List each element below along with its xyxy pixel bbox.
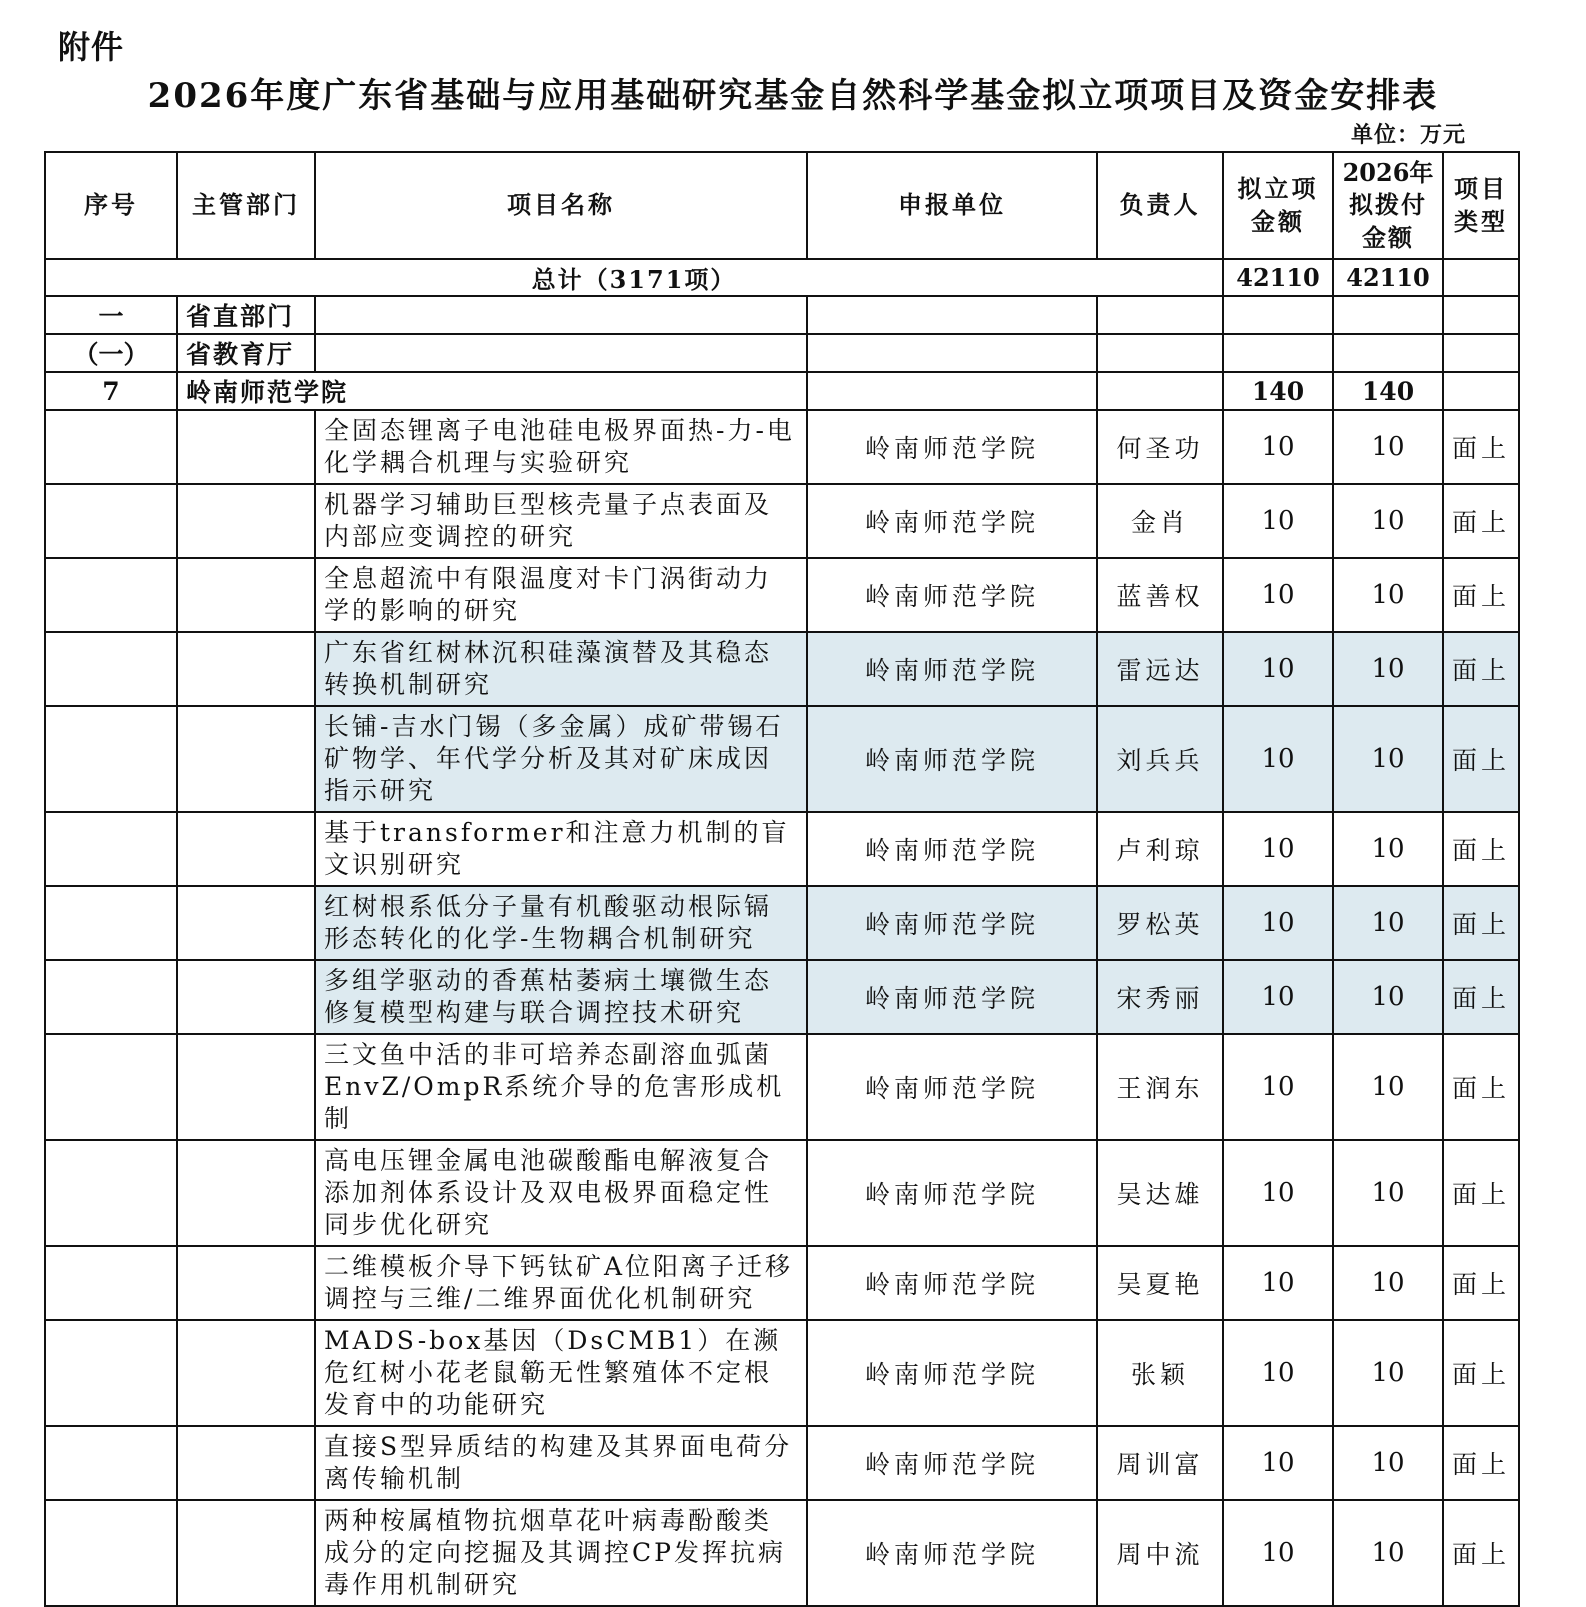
applicant-unit: 岭南师范学院: [807, 1320, 1097, 1426]
applicant-unit: 岭南师范学院: [807, 484, 1097, 558]
project-name: 全固态锂离子电池硅电极界面热-力-电化学耦合机理与实验研究: [315, 410, 807, 484]
project-leader: 吴达雄: [1097, 1140, 1223, 1246]
project-type: 面上: [1443, 1140, 1519, 1246]
dept-cell: [177, 484, 315, 558]
table-row: [45, 1500, 1519, 1606]
project-leader: 吴夏艳: [1097, 1246, 1223, 1320]
header-payment-line2: 拟拨付: [1349, 190, 1427, 220]
seq-cell: [45, 706, 177, 812]
empty-cell: [807, 372, 1097, 410]
header-dept: 主管部门: [177, 152, 315, 259]
project-payment: 10: [1333, 1426, 1443, 1500]
applicant-unit: 岭南师范学院: [807, 1500, 1097, 1606]
project-type: 面上: [1443, 558, 1519, 632]
header-amount-line2: 金额: [1251, 206, 1305, 236]
applicant-unit: 岭南师范学院: [807, 1246, 1097, 1320]
applicant-unit: 岭南师范学院: [807, 706, 1097, 812]
project-name: 机器学习辅助巨型核壳量子点表面及内部应变调控的研究: [315, 484, 807, 558]
header-amount: [1223, 152, 1333, 259]
empty-cell: [315, 334, 807, 372]
institution-row: [45, 372, 1519, 410]
group-seq: 一: [45, 296, 177, 334]
project-payment: 10: [1333, 1500, 1443, 1606]
seq-cell: [45, 410, 177, 484]
project-amount: 10: [1223, 1320, 1333, 1426]
institution-amount: 140: [1223, 372, 1333, 410]
dept-cell: [177, 706, 315, 812]
project-type: 面上: [1443, 886, 1519, 960]
header-type-line2: 类型: [1454, 206, 1508, 236]
dept-cell: [177, 1426, 315, 1500]
project-name: 多组学驱动的香蕉枯萎病土壤微生态修复模型构建与联合调控技术研究: [315, 960, 807, 1034]
funding-table: [44, 151, 1520, 1607]
empty-cell: [1443, 372, 1519, 410]
seq-cell: [45, 1034, 177, 1140]
header-project: 项目名称: [315, 152, 807, 259]
table-row: [45, 812, 1519, 886]
project-payment: 10: [1333, 558, 1443, 632]
project-type: 面上: [1443, 632, 1519, 706]
empty-cell: [315, 296, 807, 334]
project-payment: 10: [1333, 706, 1443, 812]
seq-cell: [45, 1246, 177, 1320]
institution-seq: 7: [45, 372, 177, 410]
table-row: [45, 558, 1519, 632]
unit-label: 单位：万元: [1350, 122, 1466, 148]
project-leader: 周中流: [1097, 1500, 1223, 1606]
project-amount: 10: [1223, 484, 1333, 558]
seq-cell: [45, 812, 177, 886]
project-name: 三文鱼中活的非可培养态副溶血弧菌EnvZ/OmpR系统介导的危害形成机制: [315, 1034, 807, 1140]
project-leader: 张颖: [1097, 1320, 1223, 1426]
empty-cell: [1333, 334, 1443, 372]
institution-payment: 140: [1333, 372, 1443, 410]
applicant-unit: 岭南师范学院: [807, 558, 1097, 632]
table-row: [45, 1140, 1519, 1246]
dept-cell: [177, 558, 315, 632]
project-type: 面上: [1443, 960, 1519, 1034]
project-leader: 卢利琼: [1097, 812, 1223, 886]
table-row: [45, 1426, 1519, 1500]
project-amount: 10: [1223, 632, 1333, 706]
dept-cell: [177, 1320, 315, 1426]
project-name: 基于transformer和注意力机制的盲文识别研究: [315, 812, 807, 886]
project-type: 面上: [1443, 706, 1519, 812]
applicant-unit: 岭南师范学院: [807, 1426, 1097, 1500]
empty-cell: [1333, 296, 1443, 334]
table-row: [45, 410, 1519, 484]
empty-cell: [807, 334, 1097, 372]
table-row: [45, 960, 1519, 1034]
project-name: 全息超流中有限温度对卡门涡街动力学的影响的研究: [315, 558, 807, 632]
project-payment: 10: [1333, 1320, 1443, 1426]
header-row: [45, 152, 1519, 259]
project-type: 面上: [1443, 812, 1519, 886]
group-name: 省直部门: [177, 296, 315, 334]
applicant-unit: 岭南师范学院: [807, 410, 1097, 484]
table-row: [45, 1246, 1519, 1320]
project-payment: 10: [1333, 1034, 1443, 1140]
empty-cell: [1097, 296, 1223, 334]
dept-cell: [177, 1500, 315, 1606]
project-amount: 10: [1223, 1426, 1333, 1500]
project-payment: 10: [1333, 1140, 1443, 1246]
empty-cell: [1097, 334, 1223, 372]
seq-cell: [45, 1140, 177, 1246]
project-amount: 10: [1223, 410, 1333, 484]
header-payment: [1333, 152, 1443, 259]
seq-cell: [45, 632, 177, 706]
project-name: MADS-box基因（DsCMB1）在濒危红树小花老鼠簕无性繁殖体不定根发育中的功能研究: [315, 1320, 807, 1426]
header-amount-line1: 拟立项: [1237, 174, 1319, 204]
table-row: [45, 706, 1519, 812]
project-amount: 10: [1223, 960, 1333, 1034]
project-type: 面上: [1443, 1426, 1519, 1500]
project-payment: 10: [1333, 484, 1443, 558]
project-leader: 宋秀丽: [1097, 960, 1223, 1034]
empty-cell: [1223, 296, 1333, 334]
project-amount: 10: [1223, 558, 1333, 632]
project-type: 面上: [1443, 484, 1519, 558]
project-type: 面上: [1443, 1246, 1519, 1320]
project-payment: 10: [1333, 632, 1443, 706]
seq-cell: [45, 484, 177, 558]
document-title: 2026年度广东省基础与应用基础研究基金自然科学基金拟立项项目及资金安排表: [147, 76, 1439, 116]
total-amount: 42110: [1223, 259, 1333, 296]
project-leader: 刘兵兵: [1097, 706, 1223, 812]
project-name: 高电压锂金属电池碳酸酯电解液复合添加剂体系设计及双电极界面稳定性同步优化研究: [315, 1140, 807, 1246]
seq-cell: [45, 886, 177, 960]
project-name: 直接S型异质结的构建及其界面电荷分离传输机制: [315, 1426, 807, 1500]
project-leader: 罗松英: [1097, 886, 1223, 960]
table-row: [45, 1034, 1519, 1140]
project-amount: 10: [1223, 706, 1333, 812]
empty-cell: [807, 296, 1097, 334]
project-leader: 何圣功: [1097, 410, 1223, 484]
header-type-line1: 项目: [1454, 174, 1508, 204]
dept-cell: [177, 410, 315, 484]
project-name: 红树根系低分子量有机酸驱动根际镉形态转化的化学-生物耦合机制研究: [315, 886, 807, 960]
table-row: [45, 886, 1519, 960]
seq-cell: [45, 1320, 177, 1426]
seq-cell: [45, 1426, 177, 1500]
dept-cell: [177, 1246, 315, 1320]
project-amount: 10: [1223, 1140, 1333, 1246]
project-leader: 王润东: [1097, 1034, 1223, 1140]
total-type: [1443, 259, 1519, 296]
project-amount: 10: [1223, 1034, 1333, 1140]
dept-cell: [177, 1034, 315, 1140]
header-payment-line3: 金额: [1362, 222, 1414, 252]
applicant-unit: 岭南师范学院: [807, 632, 1097, 706]
total-payment: 42110: [1333, 259, 1443, 296]
institution-name: 岭南师范学院: [177, 372, 807, 410]
seq-cell: [45, 1500, 177, 1606]
project-leader: 蓝善权: [1097, 558, 1223, 632]
group-row-education: [45, 334, 1519, 372]
total-row: [45, 259, 1519, 296]
project-leader: 雷远达: [1097, 632, 1223, 706]
project-type: 面上: [1443, 1034, 1519, 1140]
applicant-unit: 岭南师范学院: [807, 1140, 1097, 1246]
project-payment: 10: [1333, 886, 1443, 960]
dept-cell: [177, 886, 315, 960]
seq-cell: [45, 558, 177, 632]
attachment-label: 附件: [58, 28, 125, 66]
empty-cell: [1223, 334, 1333, 372]
dept-cell: [177, 812, 315, 886]
applicant-unit: 岭南师范学院: [807, 886, 1097, 960]
project-type: 面上: [1443, 1320, 1519, 1426]
seq-cell: [45, 960, 177, 1034]
group-name: 省教育厅: [177, 334, 315, 372]
project-name: 二维模板介导下钙钛矿A位阳离子迁移调控与三维/二维界面优化机制研究: [315, 1246, 807, 1320]
project-leader: 周训富: [1097, 1426, 1223, 1500]
applicant-unit: 岭南师范学院: [807, 960, 1097, 1034]
header-applicant: 申报单位: [807, 152, 1097, 259]
project-amount: 10: [1223, 886, 1333, 960]
project-payment: 10: [1333, 1246, 1443, 1320]
project-name: 两种桉属植物抗烟草花叶病毒酚酸类成分的定向挖掘及其调控CP发挥抗病毒作用机制研究: [315, 1500, 807, 1606]
header-seq: 序号: [45, 152, 177, 259]
applicant-unit: 岭南师范学院: [807, 1034, 1097, 1140]
header-leader: 负责人: [1097, 152, 1223, 259]
applicant-unit: 岭南师范学院: [807, 812, 1097, 886]
table-row: [45, 632, 1519, 706]
project-type: 面上: [1443, 410, 1519, 484]
dept-cell: [177, 632, 315, 706]
project-amount: 10: [1223, 1246, 1333, 1320]
header-type: [1443, 152, 1519, 259]
project-name: 长铺-吉水门锡（多金属）成矿带锡石矿物学、年代学分析及其对矿床成因指示研究: [315, 706, 807, 812]
project-amount: 10: [1223, 1500, 1333, 1606]
project-payment: 10: [1333, 410, 1443, 484]
group-seq: （一）: [45, 334, 177, 372]
project-payment: 10: [1333, 960, 1443, 1034]
group-row-provincial: [45, 296, 1519, 334]
empty-cell: [1443, 296, 1519, 334]
total-label: 总计（3171项）: [45, 259, 1223, 296]
dept-cell: [177, 1140, 315, 1246]
empty-cell: [1097, 372, 1223, 410]
project-payment: 10: [1333, 812, 1443, 886]
header-payment-line1: 2026年: [1342, 157, 1434, 187]
dept-cell: [177, 960, 315, 1034]
project-name: 广东省红树林沉积硅藻演替及其稳态转换机制研究: [315, 632, 807, 706]
table-row: [45, 484, 1519, 558]
table-row: [45, 1320, 1519, 1426]
project-amount: 10: [1223, 812, 1333, 886]
project-leader: 金肖: [1097, 484, 1223, 558]
project-type: 面上: [1443, 1500, 1519, 1606]
empty-cell: [1443, 334, 1519, 372]
